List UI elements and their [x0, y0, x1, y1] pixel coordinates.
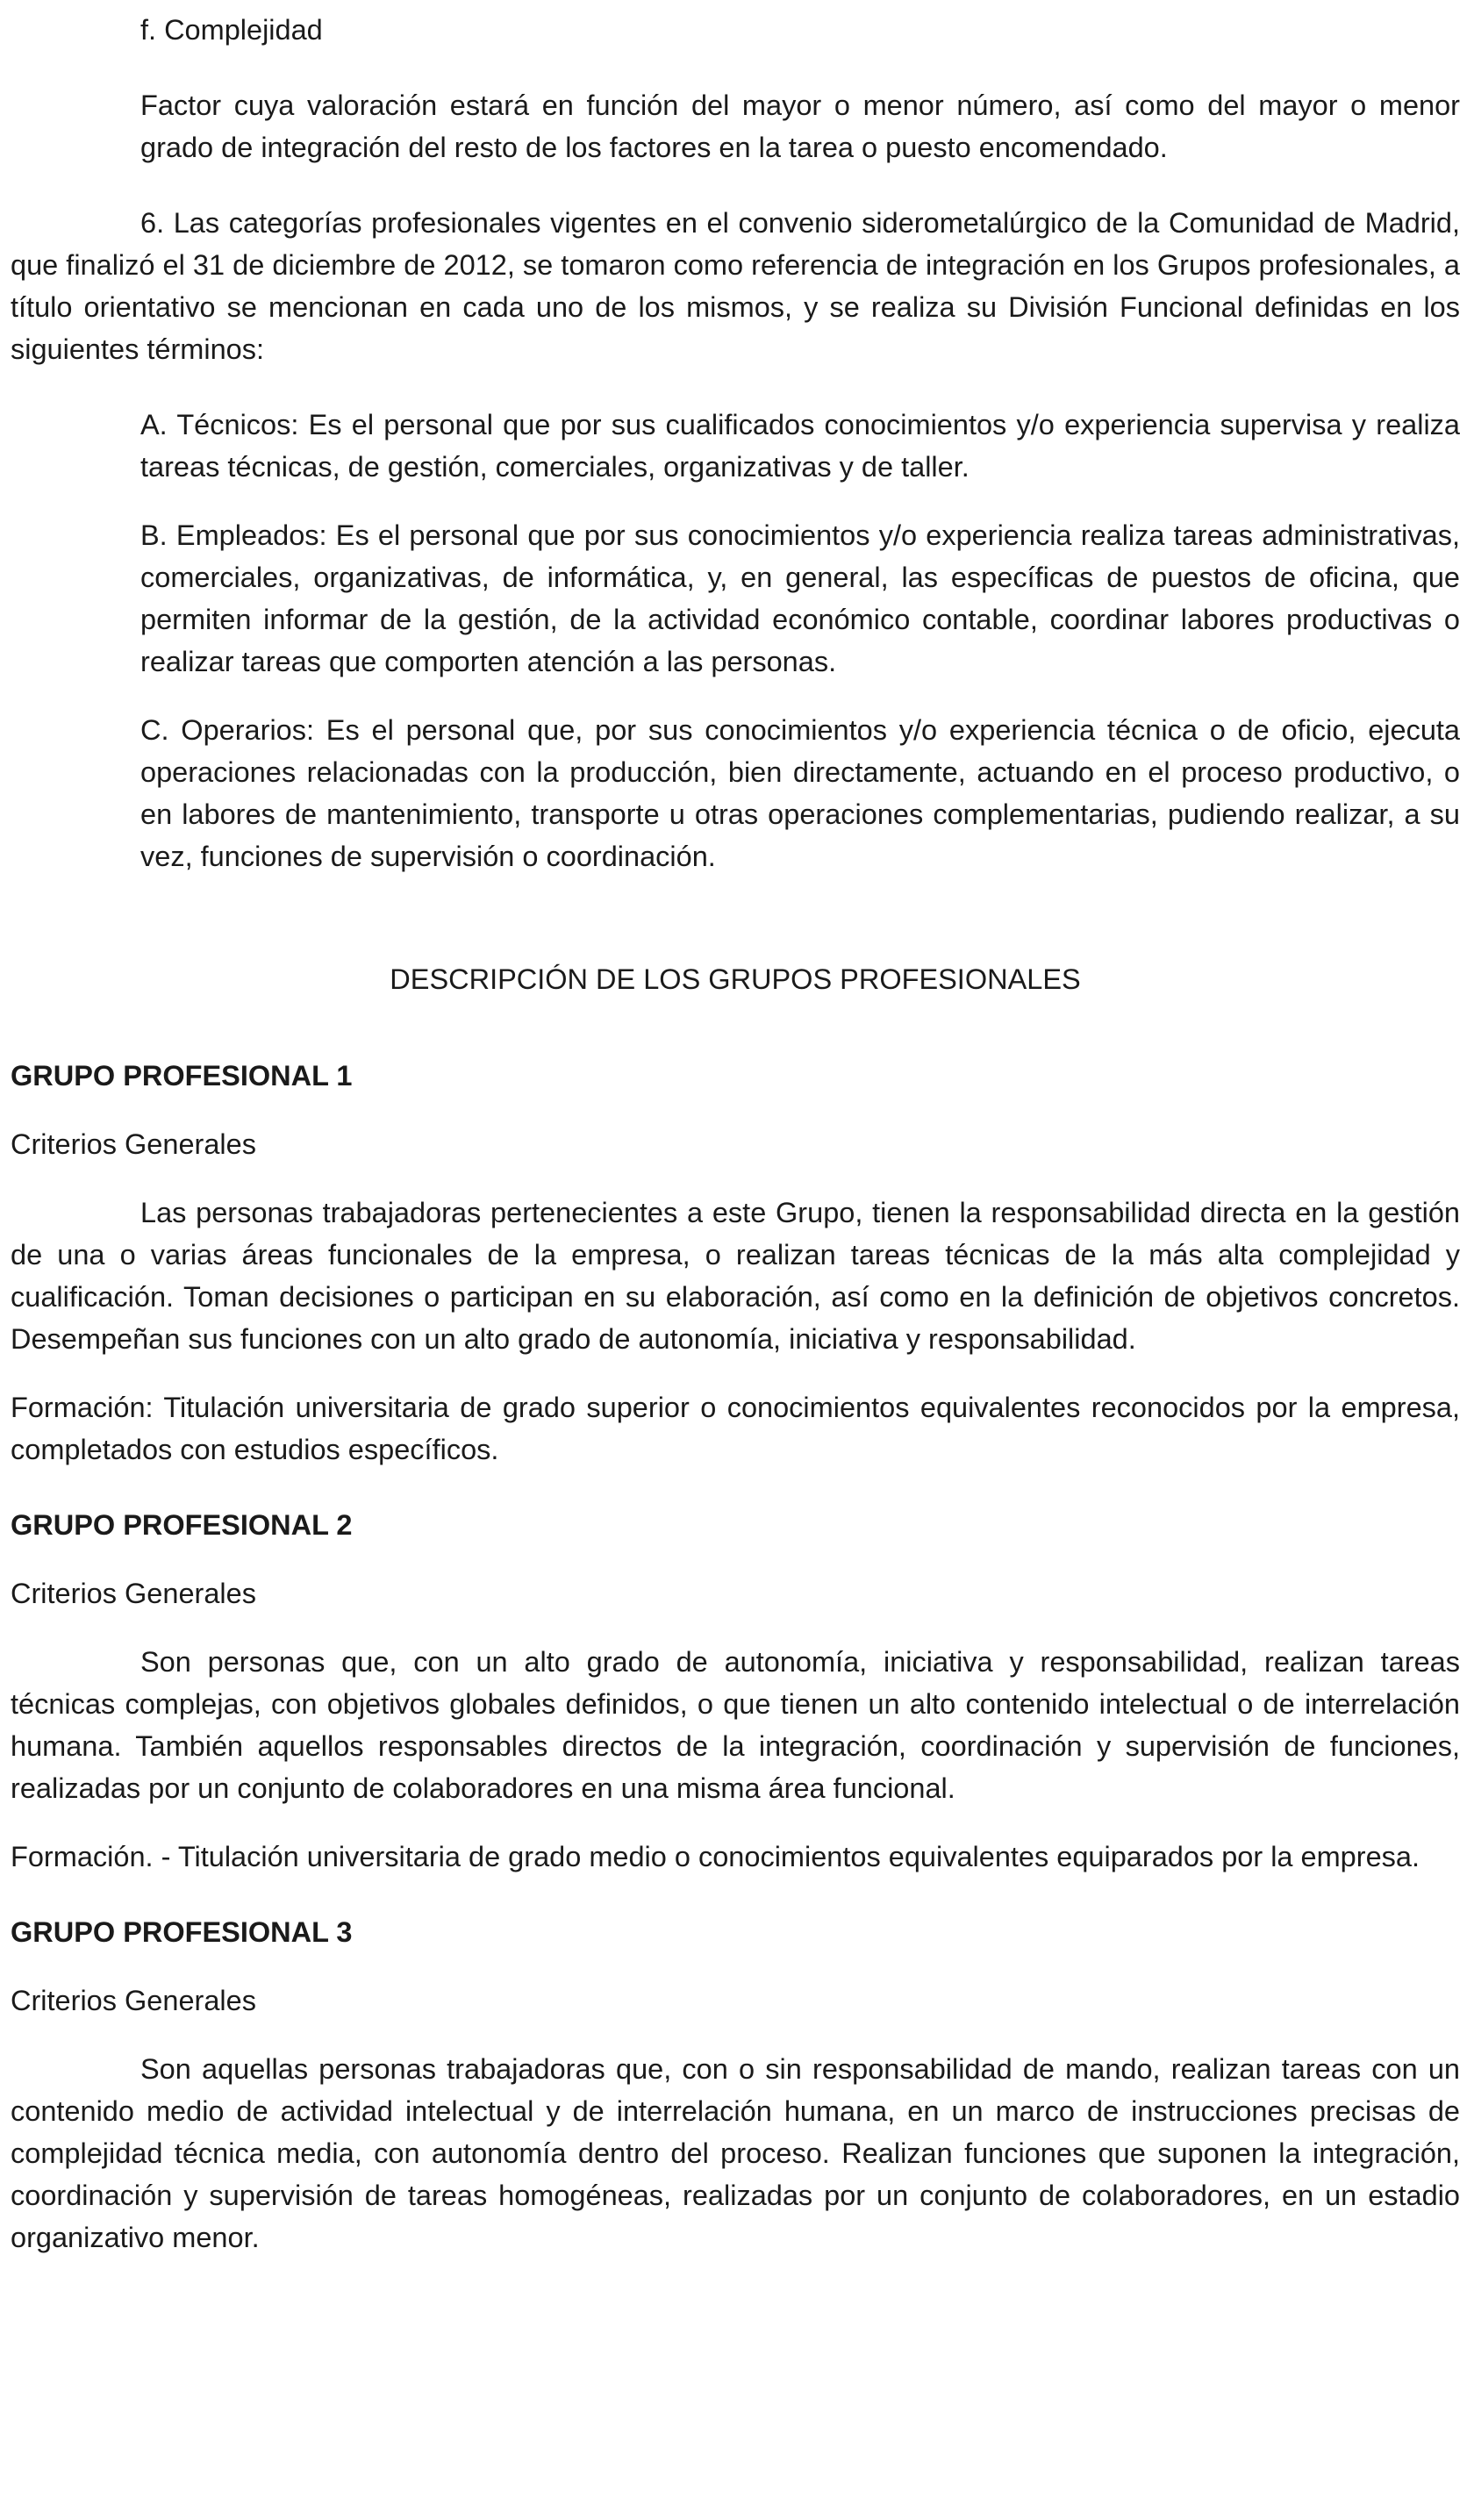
group-3-heading: GRUPO PROFESIONAL 3: [11, 1916, 353, 1948]
group-2-formacion: Formación. - Titulación universitaria de grado medio o conocimientos equivalentes equiparados por la empresa.: [11, 1841, 1420, 1872]
section-title: DESCRIPCIÓN DE LOS GRUPOS PROFESIONALES: [390, 963, 1081, 995]
group-3-text: Son aquellas personas trabajadoras que, con o sin responsabilidad de mando, realizan tareas con un contenido medio de actividad intelectual y de interrelación humana, en un marco de instrucciones precisas de complejidad técnica media, con autonomía dentro del proceso. Realizan funciones que suponen la integración, coordinación y supervisión de tareas homogéneas, realizadas por un conjunto de colaboradores, en un estadio organizativo menor.: [11, 2053, 1460, 2253]
point-6-text: 6. Las categorías profesionales vigentes en el convenio siderometalúrgico de la Comunidad de Madrid, que finalizó el 31 de diciembre de 2012, se tomaron como referencia de integración en los Grupos profesionales, a título orientativo se mencionan en cada uno de los mismos, y se realiza su División Funcional definidas en los siguientes términos:: [11, 207, 1460, 365]
division-c-operarios: C. Operarios: Es el personal que, por sus conocimientos y/o experiencia técnica o de oficio, ejecuta operaciones relacionadas con la producción, bien directamente, actuando en el proceso productivo, o en labores de mantenimiento, transporte u otras operaciones complementarias, pudiendo realizar, a su vez, funciones de supervisión o coordinación.: [140, 714, 1460, 872]
division-b-empleados: B. Empleados: Es el personal que por sus conocimientos y/o experiencia realiza tareas administrativas, comerciales, organizativas, de informática, y, en general, las específicas de puestos de oficina, que permiten informar de la gestión, de la actividad económico contable, coordinar labores productivas o realizar tareas que comporten atención a las personas.: [140, 519, 1460, 677]
group-2-criteria: Criterios Generales: [11, 1578, 256, 1609]
group-1-text: Las personas trabajadoras pertenecientes a este Grupo, tienen la responsabilidad directa en la gestión de una o varias áreas funcionales de la empresa, o realizan tareas técnicas de la más alta complejidad y cualificación. Toman decisiones o participan en su elaboración, así como en la definición de objetivos concretos. Desempeñan sus funciones con un alto grado de autonomía, iniciativa y responsabilidad.: [11, 1197, 1460, 1355]
document-page: [11, 9, 1460, 2259]
group-2-text: Son personas que, con un alto grado de autonomía, iniciativa y responsabilidad, realizan tareas técnicas complejas, con objetivos globales definidos, o que tienen un alto contenido intelectual o de interrelación humana. También aquellos responsables directos de la integración, coordinación y supervisión de funciones, realizadas por un conjunto de colaboradores en una misma área funcional.: [11, 1646, 1460, 1804]
group-1-criteria: Criterios Generales: [11, 1128, 256, 1160]
factor-f-text: Factor cuya valoración estará en función del mayor o menor número, así como del mayor o menor grado de integración del resto de los factores en la tarea o puesto encomendado.: [140, 89, 1460, 163]
group-3-criteria: Criterios Generales: [11, 1985, 256, 2016]
division-a-tecnicos: A. Técnicos: Es el personal que por sus cualificados conocimientos y/o experiencia supervisa y realiza tareas técnicas, de gestión, comerciales, organizativas y de taller.: [140, 409, 1460, 483]
factor-f-heading: f. Complejidad: [140, 14, 323, 46]
group-1-formacion: Formación: Titulación universitaria de grado superior o conocimientos equivalentes reconocidos por la empresa, completados con estudios específicos.: [11, 1392, 1460, 1465]
group-2-heading: GRUPO PROFESIONAL 2: [11, 1509, 353, 1541]
group-1-heading: GRUPO PROFESIONAL 1: [11, 1060, 353, 1092]
